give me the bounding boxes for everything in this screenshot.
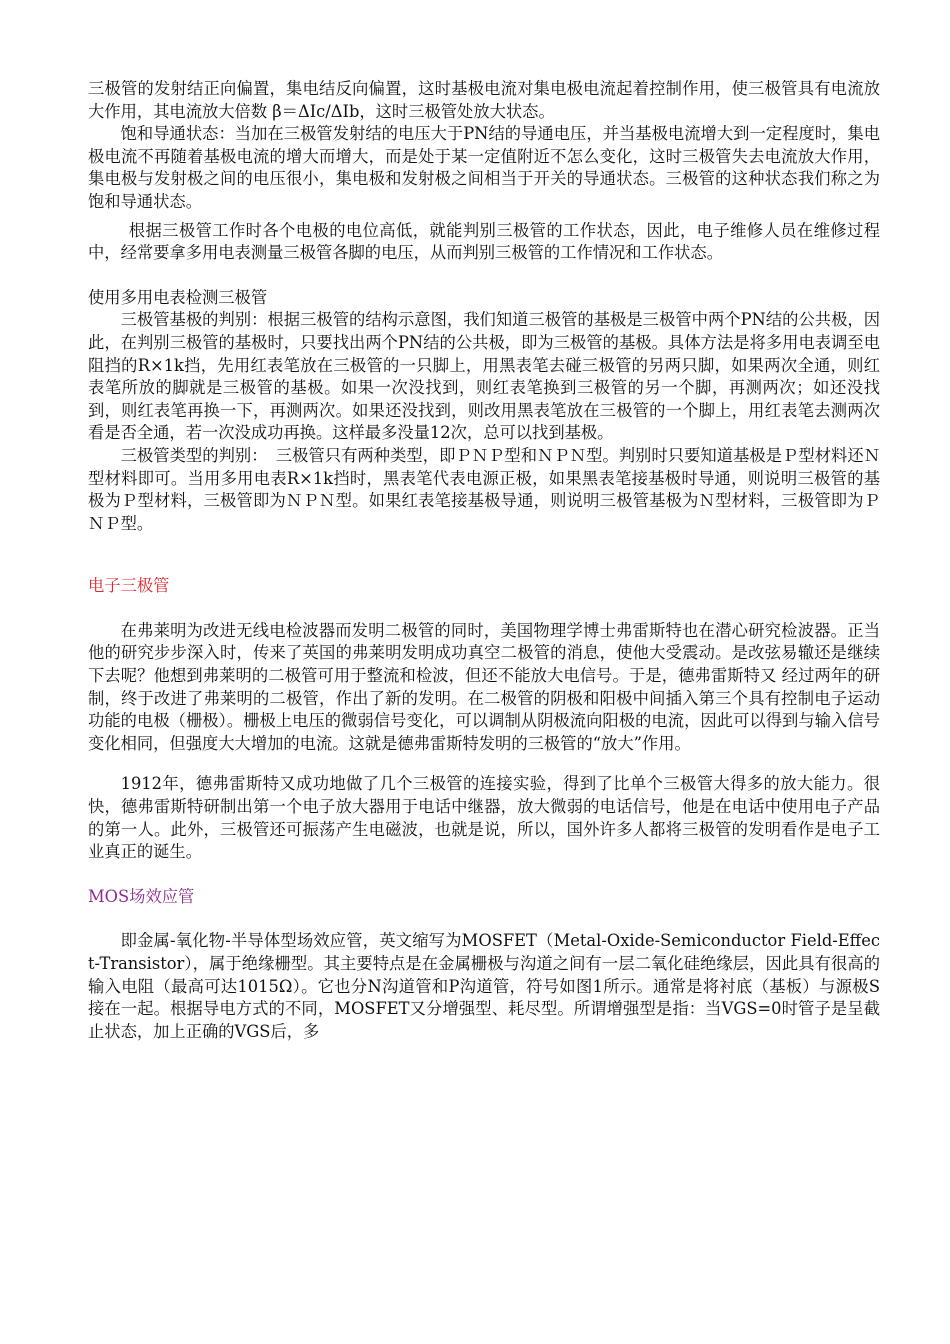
document-page — [88, 78, 880, 1043]
paragraph-mosfet-intro: 即金属-氧化物-半导体型场效应管，英文缩写为MOSFET（Metal-Oxide-Semiconductor Field-Effect-Transistor），属于绝缘栅型。其主要特点是在金属栅极与沟道之间有一层二氧化硅绝缘层，因此具有很高的输入电阻（最高可达1015Ω）。它也分N沟道管和P沟道管，符号如图1所示。通常是将衬底（基板）与源极S接在一起。根据导电方式的不同，MOSFET又分增强型、耗尽型。所谓增强型是指：当VGS=0时管子是呈截止状态，加上正确的VGS后，多 — [88, 931, 880, 1041]
paragraph-triode-invention: 在弗莱明为改进无线电检波器而发明二极管的同时，美国物理学博士弗雷斯特也在潜心研究检波器。正当他的研究步步深入时，传来了英国的弗莱明发明成功真空二极管的消息，使他大受震动。是改弦易辙还是继续下去呢？他想到弗莱明的二极管可用于整流和检波，但还不能放大电信号。于是，德弗雷斯特又 经过两年的研制，终于改进了弗莱明的二极管，作出了新的发明。在二极管的阴极和阳极中间插入第三个具有控制电子运动功能的电极（栅极）。栅极上电压的微弱信号变化，可以调制从阴极流向阳极的电流，因此可以得到与输入信号变化相同，但强度大大增加的电流。这就是德弗雷斯特发明的三极管的“放大”作用。 — [88, 620, 880, 753]
paragraph-saturation-state: 饱和导通状态：当加在三极管发射结的电压大于PN结的导通电压，并当基极电流增大到一定程度时，集电极电流不再随着基极电流的增大而增大，而是处于某一定值附近不怎么变化，这时三极管失去电流放大作用，集电极与发射极之间的电压很小，集电极和发射极之间相当于开关的导通状态。三极管的这种状态我们称之为饱和导通状态。 — [88, 124, 880, 211]
paragraph-triode-1912: 1912年，德弗雷斯特又成功地做了几个三极管的连接实验，得到了比单个三极管大得多的放大能力。很快，德弗雷斯特研制出第一个电子放大器用于电话中继器，放大微弱的电话信号，他是在电话中使用电子产品的第一人。此外，三极管还可振荡产生电磁波，也就是说，所以，国外许多人都将三极管的发明看作是电子工业真正的诞生。 — [88, 774, 880, 862]
paragraph-state-judgement: 根据三极管工作时各个电极的电位高低，就能判别三极管的工作状态，因此，电子维修人员在维修过程中，经常要拿多用电表测量三极管各脚的电压，从而判别三极管的工作情况和工作状态。 — [88, 220, 880, 263]
paragraph-type-identification: 三极管类型的判别： 三极管只有两种类型，即ＰＮＰ型和ＮＰＮ型。判别时只要知道基极是Ｐ型材料还Ｎ型材料即可。当用多用电表R×1k挡时，黑表笔代表电源正极，如果黑表笔接基极时导通，则说明三极管的基极为Ｐ型材料，三极管即为ＮＰＮ型。如果红表笔接基极导通，则说明三极管基极为Ｎ型材料，三极管即为ＰＮＰ型。 — [88, 445, 880, 533]
heading-mosfet: MOS场效应管 — [88, 886, 195, 906]
paragraph-amplify-state: 三极管的发射结正向偏置，集电结反向偏置，这时基极电流对集电极电流起着控制作用，使三极管具有电流放大作用，其电流放大倍数 β＝ΔIc/ΔIb，这时三极管处放大状态。 — [88, 79, 880, 121]
heading-multimeter-test: 使用多用电表检测三极管 — [88, 287, 268, 307]
heading-vacuum-triode: 电子三极管 — [88, 576, 170, 596]
paragraph-base-identification: 三极管基极的判别：根据三极管的结构示意图，我们知道三极管的基极是三极管中两个PN结的公共极，因此，在判别三极管的基极时，只要找出两个PN结的公共极，即为三极管的基极。具体方法是将多用电表调至电阻挡的R×1k挡，先用红表笔放在三极管的一只脚上，用黑表笔去碰三极管的另两只脚，如果两次全通，则红表笔所放的脚就是三极管的基极。如果一次没找到，则红表笔换到三极管的另一个脚，再测两次；如还没找到，则红表笔再换一下，再测两次。如果还没找到，则改用黑表笔放在三极管的一个脚上，用红表笔去测两次看是否全通，若一次没成功再换。这样最多没量12次，总可以找到基极。 — [88, 310, 880, 443]
